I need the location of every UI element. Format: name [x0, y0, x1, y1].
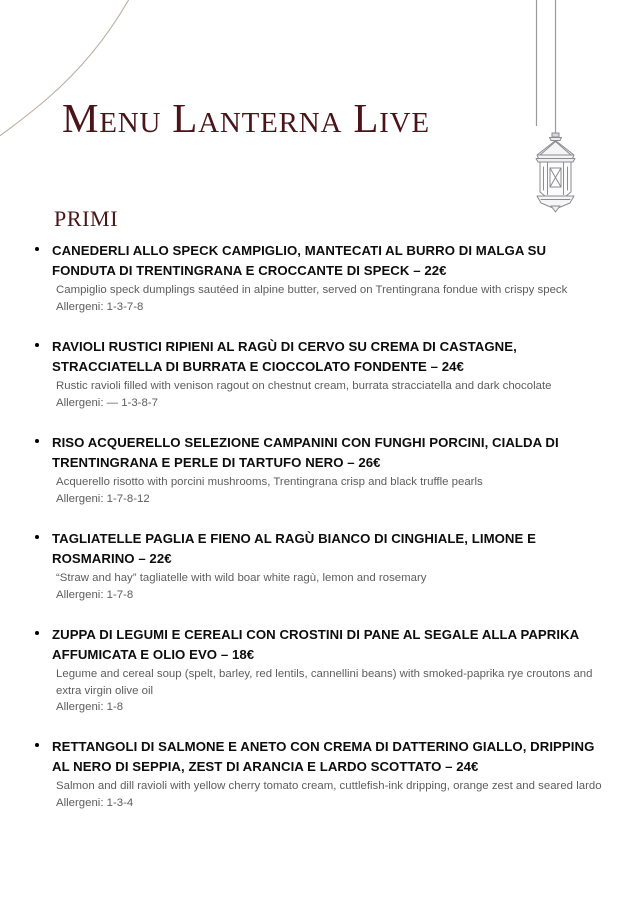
- menu-item-allergens: Allergeni: 1-8: [56, 701, 124, 714]
- lantern-icon: [536, 133, 575, 212]
- menu-item-title: RAVIOLI RUSTICI RIPIENI AL RAGÙ DI CERVO SU CREMA DI CASTAGNE, STRACCIATELLA DI BURRATA E CIOCCOLATO FONDENTE – 24€: [52, 338, 517, 374]
- menu-item-allergens: Allergeni: — 1-3-8-7: [56, 396, 158, 409]
- bullet-icon: [35, 247, 39, 251]
- menu-item-description: Salmon and dill ravioli with yellow cherry tomato cream, cuttlefish-ink dripping, orange zest and seared lardo: [56, 780, 602, 793]
- menu-item-title: CANEDERLI ALLO SPECK CAMPIGLIO, MANTECATI AL BURRO DI MALGA SU FONDUTA DI TRENTINGRANA E CROCCANTE DI SPECK – 22€: [52, 243, 547, 279]
- menu-item: [30, 241, 610, 316]
- menu-item-title: RISO ACQUERELLO SELEZIONE CAMPANINI CON FUNGHI PORCINI, CIALDA DI TRENTINGRANA E PERLE DI TARTUFO NERO – 26€: [52, 434, 559, 470]
- menu-item: [30, 433, 610, 508]
- menu-item: [30, 625, 610, 717]
- menu-item-allergens: Allergeni: 1-7-8: [56, 588, 134, 601]
- menu-item: [30, 529, 610, 604]
- menu-item-title: TAGLIATELLE PAGLIA E FIENO AL RAGÙ BIANCO DI CINGHIALE, LIMONE E ROSMARINO – 22€: [52, 530, 536, 566]
- menu-item-allergens: Allergeni: 1-7-8-12: [56, 492, 150, 505]
- menu-item-list: [30, 241, 610, 812]
- menu-item: [30, 337, 610, 412]
- menu-item-title: RETTANGOLI DI SALMONE E ANETO CON CREMA DI DATTERINO GIALLO, DRIPPING AL NERO DI SEPPIA, ZEST DI ARANCIA E LARDO SCOTTATO – 24€: [52, 739, 595, 775]
- menu-item-title: ZUPPA DI LEGUMI E CEREALI CON CROSTINI DI PANE AL SEGALE ALLA PAPRIKA AFFUMICATA E OLIO EVO – 18€: [52, 626, 579, 662]
- menu-item-allergens: Allergeni: 1-3-7-8: [56, 301, 144, 313]
- bullet-icon: [35, 631, 39, 635]
- menu-item-description: Legume and cereal soup (spelt, barley, red lentils, cannellini beans) with smoked-paprika rye croutons and extra virgin olive oil: [56, 667, 593, 697]
- page-title: Menu Lanterna Live: [62, 95, 430, 141]
- menu-item-description: “Straw and hay” tagliatelle with wild boar white ragù, lemon and rosemary: [56, 571, 427, 584]
- menu-item-allergens: Allergeni: 1-3-4: [56, 797, 134, 810]
- section-heading-primi: PRIMI: [54, 206, 119, 231]
- bullet-icon: [35, 343, 39, 347]
- menu-item: [30, 737, 610, 812]
- menu-item-description: Acquerello risotto with porcini mushrooms, Trentingrana crisp and black truffle pearls: [56, 475, 483, 488]
- menu-item-description: Rustic ravioli filled with venison ragout on chestnut cream, burrata stracciatella and dark chocolate: [56, 380, 552, 392]
- bullet-icon: [35, 535, 39, 539]
- menu-item-description: Campiglio speck dumplings sautéed in alpine butter, served on Trentingrana fondue with crispy speck: [56, 284, 568, 297]
- bullet-icon: [35, 439, 39, 443]
- bullet-icon: [35, 743, 39, 747]
